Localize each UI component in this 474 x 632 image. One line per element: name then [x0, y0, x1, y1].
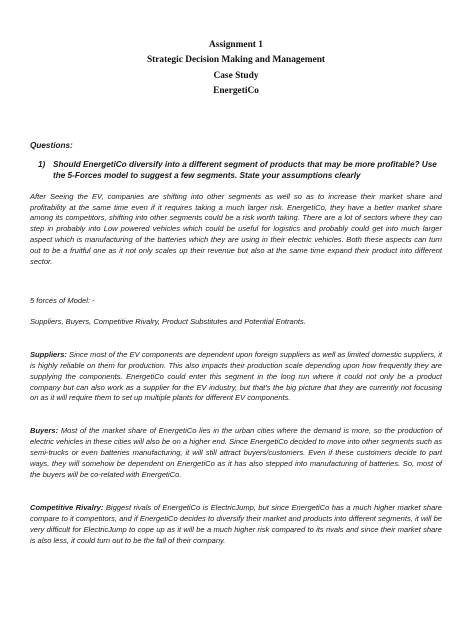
question-number: 1) — [38, 159, 46, 169]
assignment-title: Assignment 1 — [209, 40, 263, 50]
buyers-text: Most of the market share of EnergetiCo lies in the urban cities where the demand is more, so the production of electric vehicles in these cities will also be on a higher end. Since EnergetiCo decided to move into other segments such as semi-trucks or even batteries manufacturing, it will still attract buyers/customers. Even if these customers decide to part ways, they will somehow be dependent on EnergetiCo as it has also stepped into manufacturing of batteries. So, most of the buyers will be co-related with EnergetiCo. — [30, 426, 442, 479]
rivalry-lead: Competitive Rivalry: — [30, 502, 104, 512]
suppliers-lead: Suppliers: — [30, 349, 67, 359]
questions-heading: Questions: — [30, 140, 73, 150]
buyers-lead: Buyers: — [30, 426, 59, 436]
document-header — [30, 38, 442, 100]
buyers-paragraph — [30, 426, 442, 481]
rivalry-paragraph — [30, 503, 442, 547]
forces-heading: 5 forces of Model: - — [30, 295, 95, 305]
course-title: Strategic Decision Making and Management — [146, 55, 326, 66]
question-text: Should EnergetiCo diversify into a different segment of products that may be more profitable? Use the 5-Forces model to suggest a few segments. State your assumptions clearly — [53, 159, 437, 180]
company-name: EnergetiCo — [213, 86, 259, 97]
suppliers-paragraph — [30, 350, 442, 405]
question-item — [30, 159, 442, 181]
suppliers-text: Since most of the EV components are dependent upon foreign suppliers as well as limited domestic suppliers, it is highly reliable on them for production. This also impacts their production scale depending upon how frequently they are supplying the components. EnergetiCo could enter this segment in the long run where it could not only be a product company but can also work as a supplier for the EV industry, but that's the big picture that they are currently not focusing on as it will require them to set up multiple plants for different EV components. — [30, 349, 442, 403]
case-study-label: Case Study — [213, 70, 259, 81]
answer-paragraph: After Seeing the EV, companies are shifting into other segments as well so as to increase their market share and profitability at the same time even if it requires taking a much larger risk. EnergetiCo, they have a better market share among its competitors, shifting into other segments could be a risk worth taking. There are a lot of sectors where they can step in probably into Low powered vehicles which could be useful for logistics and probably could get into much larger aspect which is manufacturing of the batteries which they are using in their electric vehicles. Both these aspects can turn out to be a fruitful one as it not only scales up their revenue but also at the same time expand their product into different sector. — [30, 191, 442, 267]
rivalry-text: Biggest rivals of EnergetiCo is ElectricJump, but since EnergetiCo has a much higher market share compare to it competitors, and if EnergetiCo decides to diversify their market and products into different segments, it will be very difficult for ElectricJump to cope up as it will be a much higher risk compared to its rivals and since their market share is also less, it could turn out to be the fall of their company. — [30, 502, 442, 545]
forces-list: Suppliers, Buyers, Competitive Rivalry, Product Substitutes and Potential Entrants. — [30, 316, 306, 326]
